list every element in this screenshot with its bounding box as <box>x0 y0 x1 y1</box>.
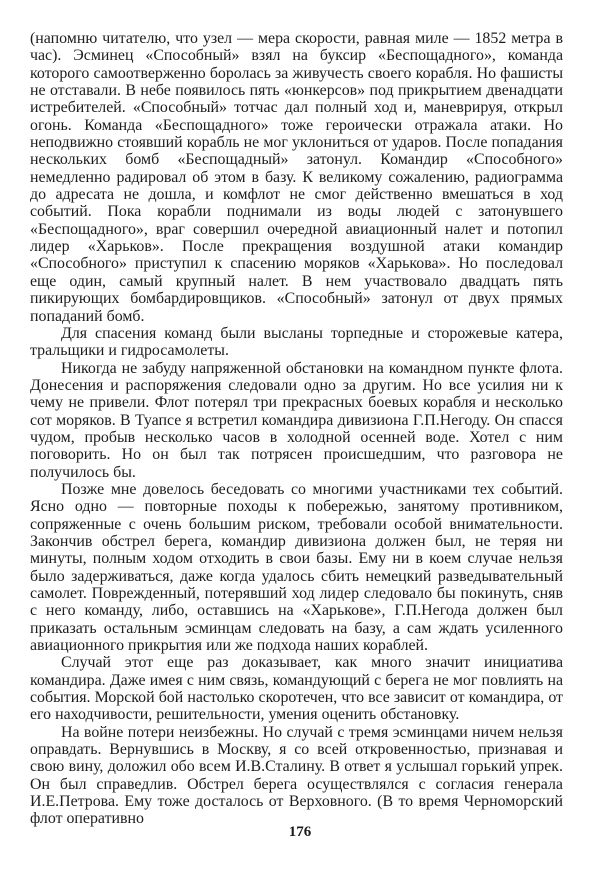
paragraph-1: (напомню читателю, что узел — мера скорости, равная миле — 1852 метра в час). Эсминец «Способный» взял на буксир «Беспощадного», команда которого самоотверженно боролась за живучесть своего корабля. Но фашисты не отставали. В небе появилось пять «юнкерсов» под прикрытием двенадцати истребителей. «Способный» тотчас дал полный ход и, маневрируя, открыл огонь. Команда «Беспощадного» тоже героически отражала атаки. Но неподвижно стоявший корабль не мог уклониться от ударов. После попадания нескольких бомб «Беспощадный» затонул. Командир «Способного» немедленно радировал об этом в базу. К великому сожалению, радиограмма до адресата не дошла, и комфлот не смог действенно вмешаться в ход событий. Пока корабли поднимали из воды людей с затонувшего «Беспощадного», враг совершил очередной авиационный налет и потопил лидер «Харьков». После прекращения воздушной атаки командир «Способного» приступил к спасению моряков «Харькова». Но последовал еще один, самый крупный налет. В нем участвовало двадцать пять пикирующих бомбардировщиков. «Способный» затонул от двух прямых попаданий бомб. <box>30 30 563 325</box>
paragraph-2: Для спасения команд были высланы торпедные и сторожевые катера, тральщики и гидросамолеты. <box>30 324 563 360</box>
paragraph-3: Никогда не забуду напряженной обстановки на командном пункте флота. Донесения и распоряжения следовали одно за другим. Но все усилия ни к чему не привели. Флот потерял три прекрасных боевых корабля и несколько сот моряков. В Туапсе я встретил командира дивизиона Г.П.Негоду. Он спасся чудом, пробыв несколько часов в холодной осенней воде. Хотел с ним поговорить. Но он был так потрясен происшедшим, что разговора не получилось бы. <box>30 359 563 481</box>
page-text-column <box>30 30 563 828</box>
paragraph-6: На войне потери неизбежны. Но случай с тремя эсминцами ничем нельзя оправдать. Вернувшись в Москву, я со всей откровенностью, признавая и свою вину, доложил обо всем И.В.Сталину. В ответ я услышал горький упрек. Он был справедлив. Обстрел берега осуществлялся с согласия генерала И.Е.Петрова. Ему тоже досталось от Верховного. (В то время Черноморский флот оперативно <box>30 723 563 828</box>
paragraph-5: Случай этот еще раз доказывает, как много значит инициатива командира. Даже имея с ним связь, командующий с берега не мог повлиять на события. Морской бой настолько скоротечен, что все зависит от командира, от его находчивости, решительности, умения оценить обстановку. <box>30 654 563 724</box>
paragraph-4: Позже мне довелось беседовать со многими участниками тех событий. Ясно одно — повторные походы к побережью, занятому противником, сопряженные с очень большим риском, требовали особой внимательности. Закончив обстрел берега, командир дивизиона должен был, не теряя ни минуты, полным ходом отходить в свои базы. Ему ни в коем случае нельзя было задерживаться, даже когда удалось сбить немецкий разведывательный самолет. Поврежденный, потерявший ход лидер следовало бы покинуть, сняв с него команду, либо, оставшись на «Харькове», Г.П.Негода должен был приказать остальным эсминцам следовать на базу, а сам ждать усиленного авиационного прикрытия или же подхода наших кораблей. <box>30 480 563 655</box>
page-number: 176 <box>288 824 312 840</box>
